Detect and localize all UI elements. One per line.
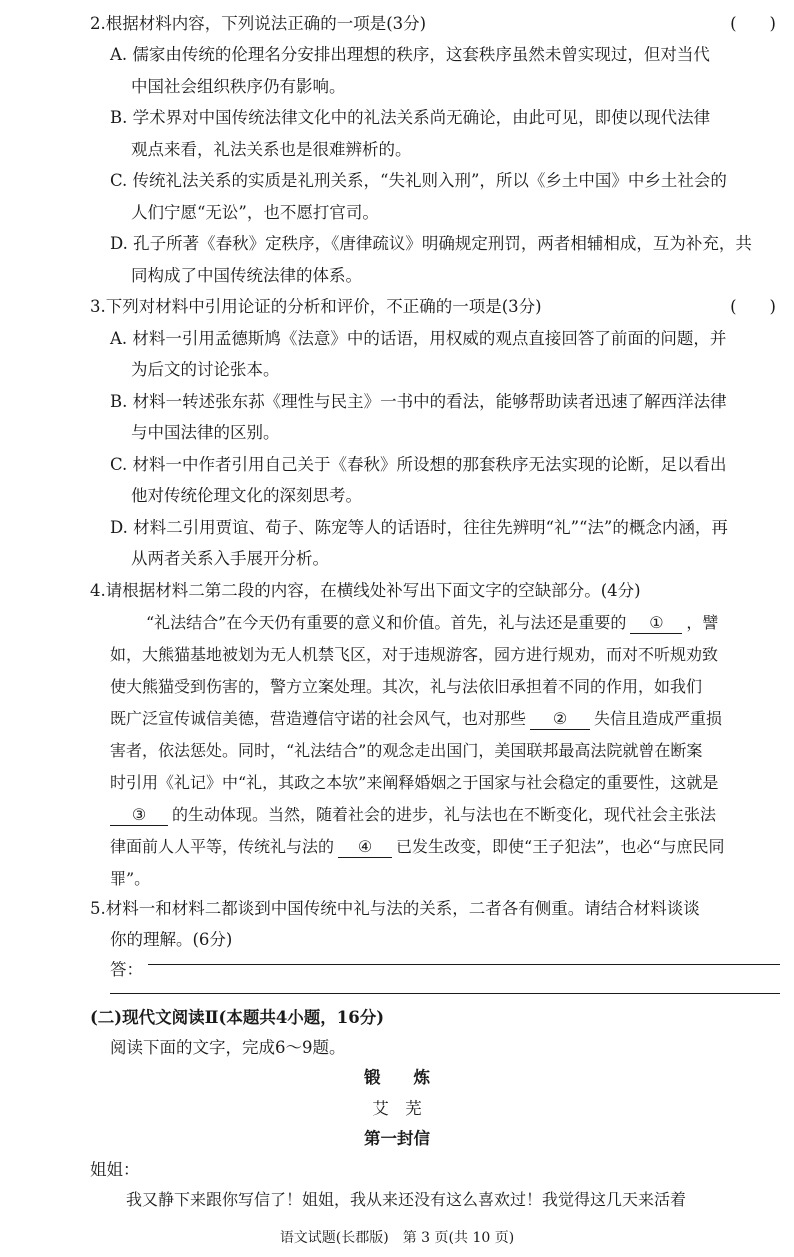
- q3-option-b-line1: B. 材料一转述张东荪《理性与民主》一书中的看法，能够帮助读者迅速了解西洋法律: [110, 392, 727, 411]
- q4-passage-line5: 害者，依法惩处。同时，“礼法结合”的观念走出国门，美国联邦最高法院就曾在断案: [110, 741, 703, 760]
- q2-option-c-line2: 人们宁愿“无讼”，也不愿打官司。: [131, 203, 379, 222]
- blank-2: ②: [530, 709, 590, 730]
- answer-label: 答：: [110, 960, 143, 979]
- q2-option-a-line2: 中国社会组织秩序仍有影响。: [131, 77, 346, 96]
- q4-text: 失信且造成严重损: [594, 709, 723, 728]
- q2-option-b-line1: B. 学术界对中国传统法律文化中的礼法关系尚无确论，由此可见，即使以现代法律: [110, 108, 711, 127]
- q3-stem: 3.下列对材料中引用论证的分析和评价，不正确的一项是(3分): [90, 297, 542, 316]
- q2-option-d-line2: 同构成了中国传统法律的体系。: [131, 266, 362, 285]
- q4-text: 已发生改变，即使“王子犯法”，也必“与庶民同: [396, 837, 725, 856]
- letter-salutation: 姐姐：: [90, 1160, 140, 1179]
- q4-passage-line4: [110, 707, 722, 731]
- q2-option-b-line2: 观点来看，礼法关系也是很难辨析的。: [131, 140, 412, 159]
- q3-answer-parens: ( ): [730, 297, 776, 316]
- q2-option-d-line1: D. 孔子所著《春秋》定秩序，《唐律疏议》明确规定刑罚，两者相辅相成，互为补充，共: [110, 234, 752, 253]
- q4-passage-line2: 如，大熊猫基地被划为无人机禁飞区，对于违规游客，园方进行规劝，而对不听规劝致: [110, 645, 719, 664]
- page-footer: 语文试题(长郡版) 第 3 页(共 10 页): [279, 1230, 515, 1246]
- reading-instruction: 阅读下面的文字，完成6～9题。: [110, 1038, 346, 1057]
- story-title: 锻 炼: [364, 1068, 430, 1087]
- q3-option-c-line2: 他对传统伦理文化的深刻思考。: [131, 486, 362, 505]
- answer-line-2[interactable]: [110, 993, 780, 994]
- q4-stem: 4.请根据材料二第二段的内容，在横线处补写出下面文字的空缺部分。(4分): [90, 581, 641, 600]
- blank-3: ③: [110, 805, 168, 826]
- letter-body-line1: 我又静下来跟你写信了！姐姐，我从来还没有这么喜欢过！我觉得这几天来活着: [126, 1190, 687, 1209]
- blank-1: ①: [630, 613, 682, 634]
- section-heading: (二)现代文阅读Ⅱ(本题共4小题，16分): [90, 1008, 385, 1027]
- q3-option-c-line1: C. 材料一中作者引用自己关于《春秋》所设想的那套秩序无法实现的论断，足以看出: [110, 455, 727, 474]
- q2-option-c-line1: C. 传统礼法关系的实质是礼刑关系，“失礼则入刑”，所以《乡土中国》中乡土社会的: [110, 171, 727, 190]
- q4-text: ，譬: [686, 613, 719, 632]
- q4-passage-line1: [146, 611, 718, 635]
- q3-option-a-line1: A. 材料一引用孟德斯鸠《法意》中的话语，用权威的观点直接回答了前面的问题，并: [110, 329, 727, 348]
- q3-option-d-line2: 从两者关系入手展开分析。: [131, 549, 329, 568]
- q4-text: “礼法结合”在今天仍有重要的意义和价值。首先，礼与法还是重要的: [146, 613, 627, 632]
- q4-text: 律面前人人平等，传统礼与法的: [110, 837, 335, 856]
- q5-stem-line2: 你的理解。(6分): [110, 930, 233, 949]
- q4-passage-line7: [110, 803, 716, 827]
- q3-option-d-line1: D. 材料二引用贾谊、荀子、陈宠等人的话语时，往往先辨明“礼”“法”的概念内涵，再: [110, 518, 728, 537]
- blank-4: ④: [338, 837, 392, 858]
- q4-text: 既广泛宣传诚信美德，营造遵信守诺的社会风气，也对那些: [110, 709, 527, 728]
- story-author: 艾 芜: [372, 1099, 422, 1118]
- q4-passage-line6: 时引用《礼记》中“礼，其政之本欤”来阐释婚姻之于国家与社会稳定的重要性，这就是: [110, 773, 719, 792]
- q2-answer-parens: ( ): [730, 14, 776, 33]
- q2-stem: 2.根据材料内容，下列说法正确的一项是(3分): [90, 14, 427, 33]
- q2-option-a-line1: A. 儒家由传统的伦理名分安排出理想的秩序，这套秩序虽然未曾实现过，但对当代: [110, 45, 710, 64]
- q5-stem-line1: 5.材料一和材料二都谈到中国传统中礼与法的关系，二者各有侧重。请结合材料谈谈: [90, 899, 700, 918]
- q4-passage-line3: 使大熊猫受到伤害的，警方立案处理。其次，礼与法依旧承担着不同的作用，如我们: [110, 677, 703, 696]
- q3-option-b-line2: 与中国法律的区别。: [131, 423, 280, 442]
- q3-option-a-line2: 为后文的讨论张本。: [131, 360, 280, 379]
- q4-passage-line9: 罪”。: [110, 869, 151, 888]
- answer-line-1[interactable]: [148, 964, 780, 965]
- q4-text: 的生动体现。当然，随着社会的进步，礼与法也在不断变化，现代社会主张法: [172, 805, 717, 824]
- q4-passage-line8: [110, 835, 725, 859]
- letter-subtitle: 第一封信: [364, 1129, 430, 1148]
